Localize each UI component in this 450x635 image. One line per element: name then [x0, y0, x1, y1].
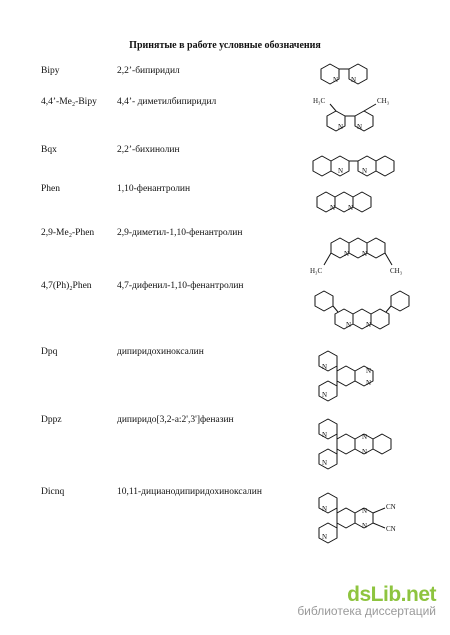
svg-text:N: N — [362, 167, 368, 175]
svg-text:N: N — [346, 321, 352, 329]
svg-text:N: N — [362, 433, 368, 441]
svg-text:N: N — [322, 391, 328, 399]
svg-text:N: N — [322, 459, 328, 467]
abbreviation: Dppz — [41, 415, 62, 425]
compound-name: дипиридохиноксалин — [117, 347, 204, 357]
dpq-structure — [300, 345, 440, 415]
compound-name: 4,4’- диметилбипиридил — [117, 97, 217, 107]
dicnq-structure — [300, 487, 440, 557]
abbreviation: Dicnq — [41, 487, 65, 497]
svg-text:N: N — [338, 167, 344, 175]
svg-text:CN: CN — [386, 525, 396, 533]
svg-text:H₃C: H₃C — [313, 97, 326, 105]
watermark-logo: dsLib.net — [347, 583, 436, 606]
abbreviation: Bqx — [41, 145, 57, 155]
svg-text:N: N — [330, 204, 336, 212]
svg-text:CH₃: CH₃ — [390, 267, 403, 275]
compound-name: 2,9-диметил-1,10-фенантролин — [117, 228, 243, 238]
compound-name: 1,10-фенантролин — [117, 184, 191, 194]
svg-text:N: N — [322, 505, 328, 513]
diphenylphenanthroline-structure — [300, 283, 440, 341]
svg-text:N: N — [351, 76, 357, 84]
abbreviation: 4,4’-Me₂-Bipy — [41, 97, 97, 107]
svg-text:N: N — [366, 379, 372, 387]
watermark — [297, 583, 436, 618]
svg-text:N: N — [357, 123, 363, 131]
svg-text:N: N — [366, 367, 372, 375]
svg-text:N: N — [362, 250, 368, 258]
compound-name: 10,11-дицианодипиридохиноксалин — [117, 487, 262, 497]
svg-text:N: N — [362, 507, 368, 515]
page-title: Принятые в работе условные обозначения — [129, 40, 321, 51]
svg-text:N: N — [338, 123, 344, 131]
watermark-subtitle: библиотека диссертаций — [297, 604, 436, 618]
bipy-structure — [300, 58, 440, 94]
svg-text:N: N — [322, 363, 328, 371]
abbreviation: Phen — [41, 184, 60, 194]
dimethylbipy-structure — [300, 93, 440, 143]
svg-text:N: N — [322, 431, 328, 439]
svg-text:CH₃: CH₃ — [377, 97, 390, 105]
svg-text:H₃C: H₃C — [310, 267, 323, 275]
abbreviation: Bipy — [41, 66, 60, 76]
svg-text:N: N — [362, 448, 368, 456]
compound-name: 4,7-дифенил-1,10-фенантролин — [117, 281, 244, 291]
svg-text:CN: CN — [386, 503, 396, 511]
compound-name: дипиридо[3,2-a:2',3']феназин — [117, 415, 234, 425]
svg-text:N: N — [348, 204, 354, 212]
svg-text:N: N — [344, 250, 350, 258]
svg-text:N: N — [322, 533, 328, 541]
dimethylphenanthroline-structure — [300, 228, 440, 280]
abbreviation: 4,7(Ph)₂Phen — [41, 281, 92, 291]
biquinoline-structure — [300, 142, 440, 186]
compound-name: 2,2’-бихинолин — [117, 145, 180, 155]
abbreviation: 2,9-Me₂-Phen — [41, 228, 95, 238]
abbreviation: Dpq — [41, 347, 58, 357]
svg-text:N: N — [366, 321, 372, 329]
dppz-structure — [300, 413, 440, 483]
svg-text:N: N — [333, 76, 339, 84]
svg-text:N: N — [362, 522, 368, 530]
compound-name: 2,2’-бипиридил — [117, 66, 180, 76]
phenanthroline-structure — [300, 186, 440, 226]
